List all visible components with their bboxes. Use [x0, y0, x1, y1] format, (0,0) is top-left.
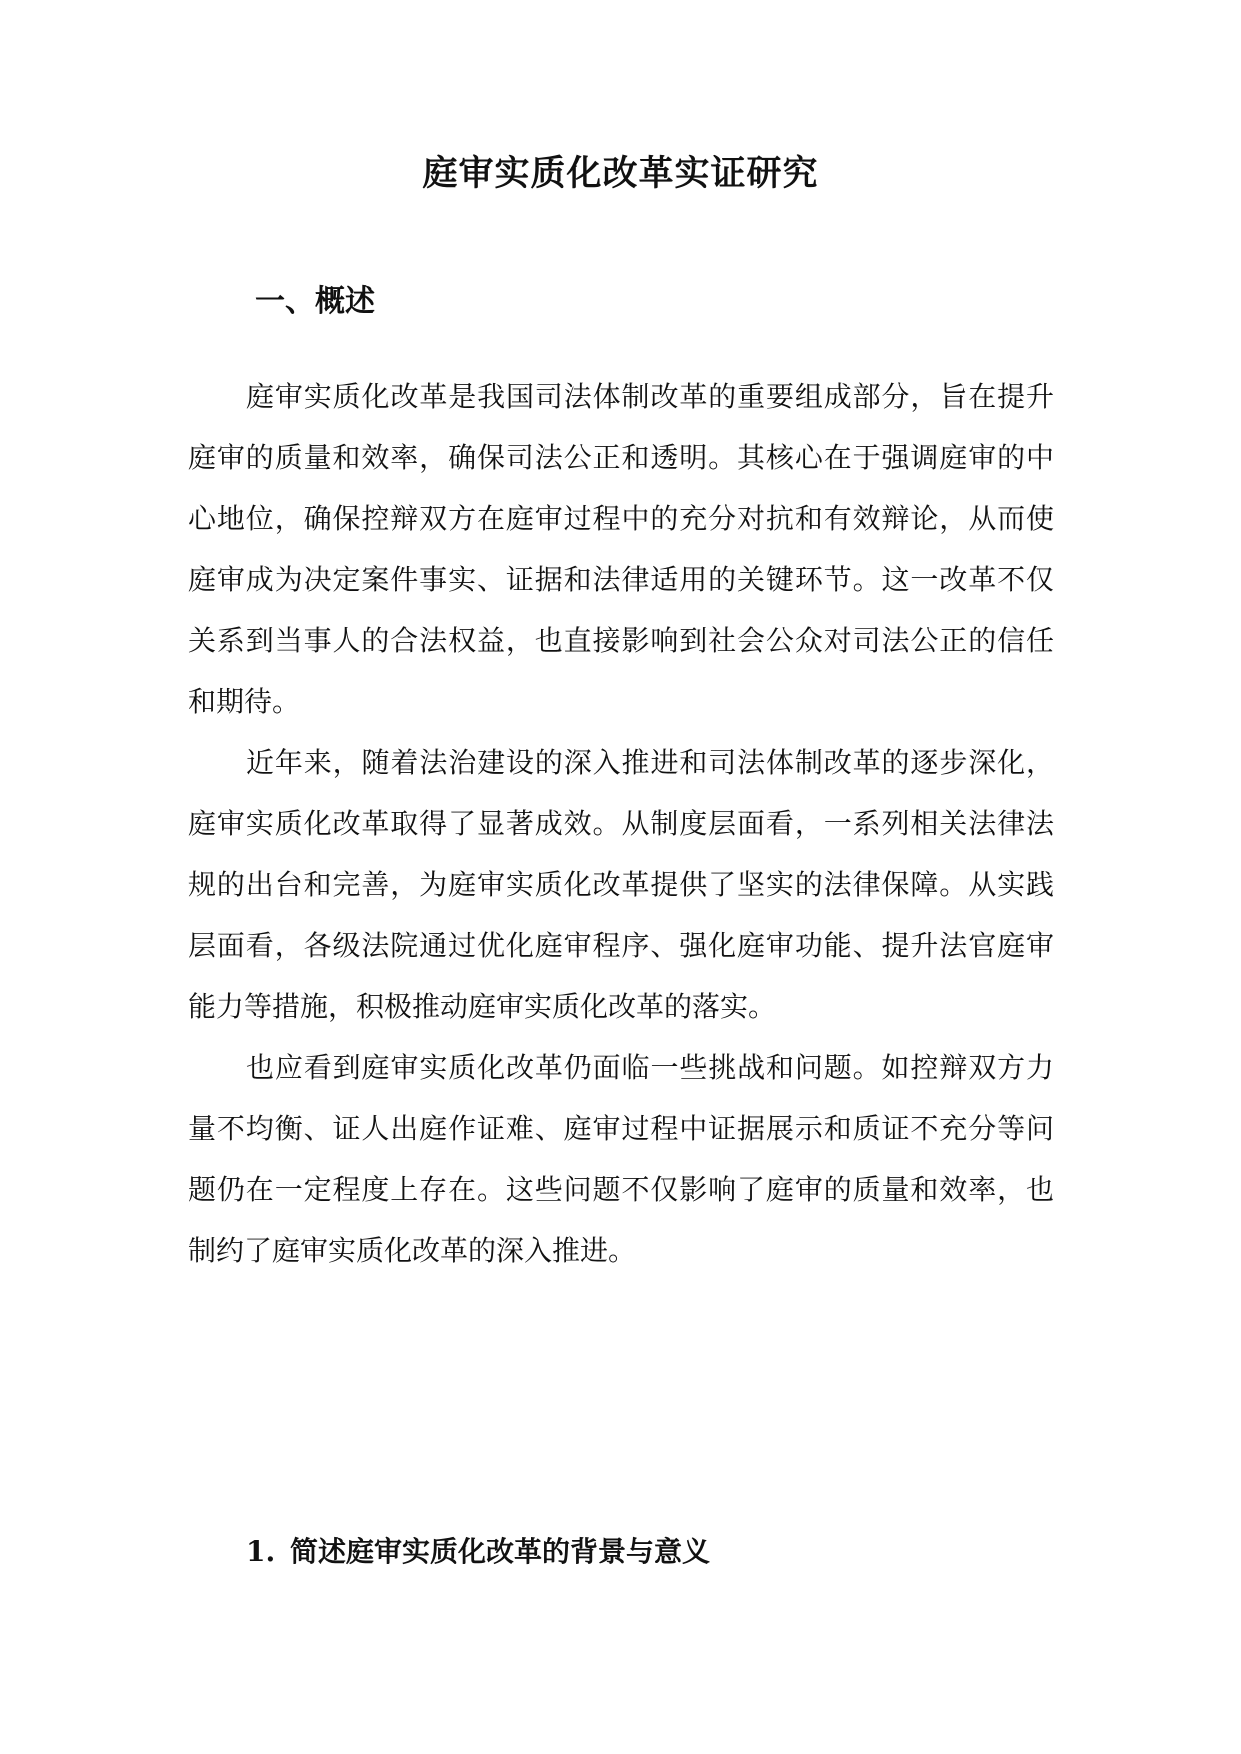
subsection-heading [246, 1530, 710, 1574]
body-paragraph-2: 近年来，随着法治建设的深入推进和司法体制改革的逐步深化，庭审实质化改革取得了显著成效。从制度层面看，一系列相关法律法规的出台和完善，为庭审实质化改革提供了坚实的法律保障。从实践层面看，各级法院通过优化庭审程序、强化庭审功能、提升法官庭审能力等措施，积极推动庭审实质化改革的落实。 [188, 746, 1054, 1023]
section-heading-overview: 一、概述 [255, 284, 375, 319]
section-body [188, 366, 1054, 1281]
subsection-number: 1. [246, 1535, 276, 1568]
document-title: 庭审实质化改革实证研究 [422, 153, 819, 194]
body-paragraph-1: 庭审实质化改革是我国司法体制改革的重要组成部分，旨在提升庭审的质量和效率，确保司法公正和透明。其核心在于强调庭审的中心地位，确保控辩双方在庭审过程中的充分对抗和有效辩论，从而使庭审成为决定案件事实、证据和法律适用的关键环节。这一改革不仅关系到当事人的合法权益，也直接影响到社会公众对司法公正的信任和期待。 [188, 380, 1054, 718]
subsection-title: 简述庭审实质化改革的背景与意义 [290, 1535, 711, 1568]
body-paragraph-3: 也应看到庭审实质化改革仍面临一些挑战和问题。如控辩双方力量不均衡、证人出庭作证难、庭审过程中证据展示和质证不充分等问题仍在一定程度上存在。这些问题不仅影响了庭审的质量和效率，也制约了庭审实质化改革的深入推进。 [188, 1051, 1054, 1267]
